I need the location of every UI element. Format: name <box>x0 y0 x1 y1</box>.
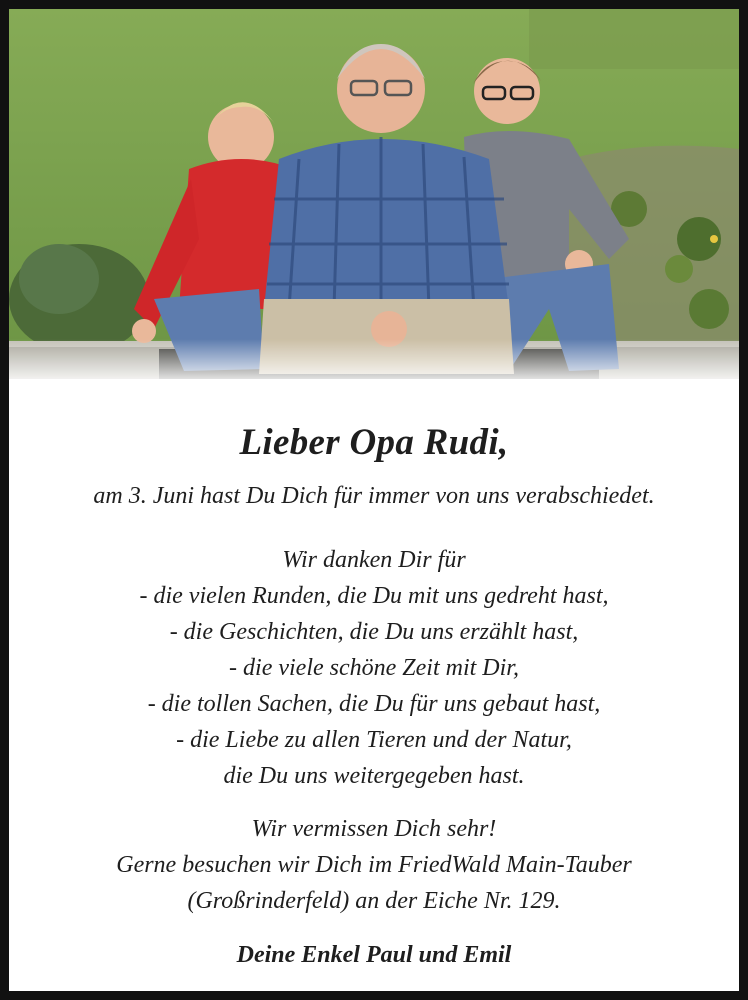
closing-line: (Großrinderfeld) an der Eiche Nr. 129. <box>187 888 561 914</box>
signature: Deine Enkel Paul und Emil <box>236 942 512 968</box>
family-photo-icon <box>9 9 739 379</box>
thanks-line: - die tollen Sachen, die Du für uns gebaut hast, <box>147 691 601 717</box>
thanks-line: - die vielen Runden, die Du mit uns gedreht hast, <box>139 583 609 609</box>
closing-line: Gerne besuchen wir Dich im FriedWald Main-Tauber <box>116 852 632 878</box>
thanks-line: Wir danken Dir für <box>282 547 466 573</box>
thanks-line: - die viele schöne Zeit mit Dir, <box>229 655 519 681</box>
thanks-line: - die Geschichten, die Du uns erzählt hast, <box>169 619 579 645</box>
family-photo <box>9 9 739 379</box>
thanks-line: die Du uns weitergegeben hast. <box>223 763 525 789</box>
thanks-line: - die Liebe zu allen Tieren und der Natur, <box>176 727 572 753</box>
notice-text <box>9 379 739 991</box>
closing-line: Wir vermissen Dich sehr! <box>251 816 497 842</box>
intro-line: am 3. Juni hast Du Dich für immer von uns verabschiedet. <box>93 483 655 509</box>
greeting-heading: Lieber Opa Rudi, <box>239 422 509 463</box>
thanks-paragraph <box>9 542 739 794</box>
closing-paragraph <box>9 811 739 919</box>
